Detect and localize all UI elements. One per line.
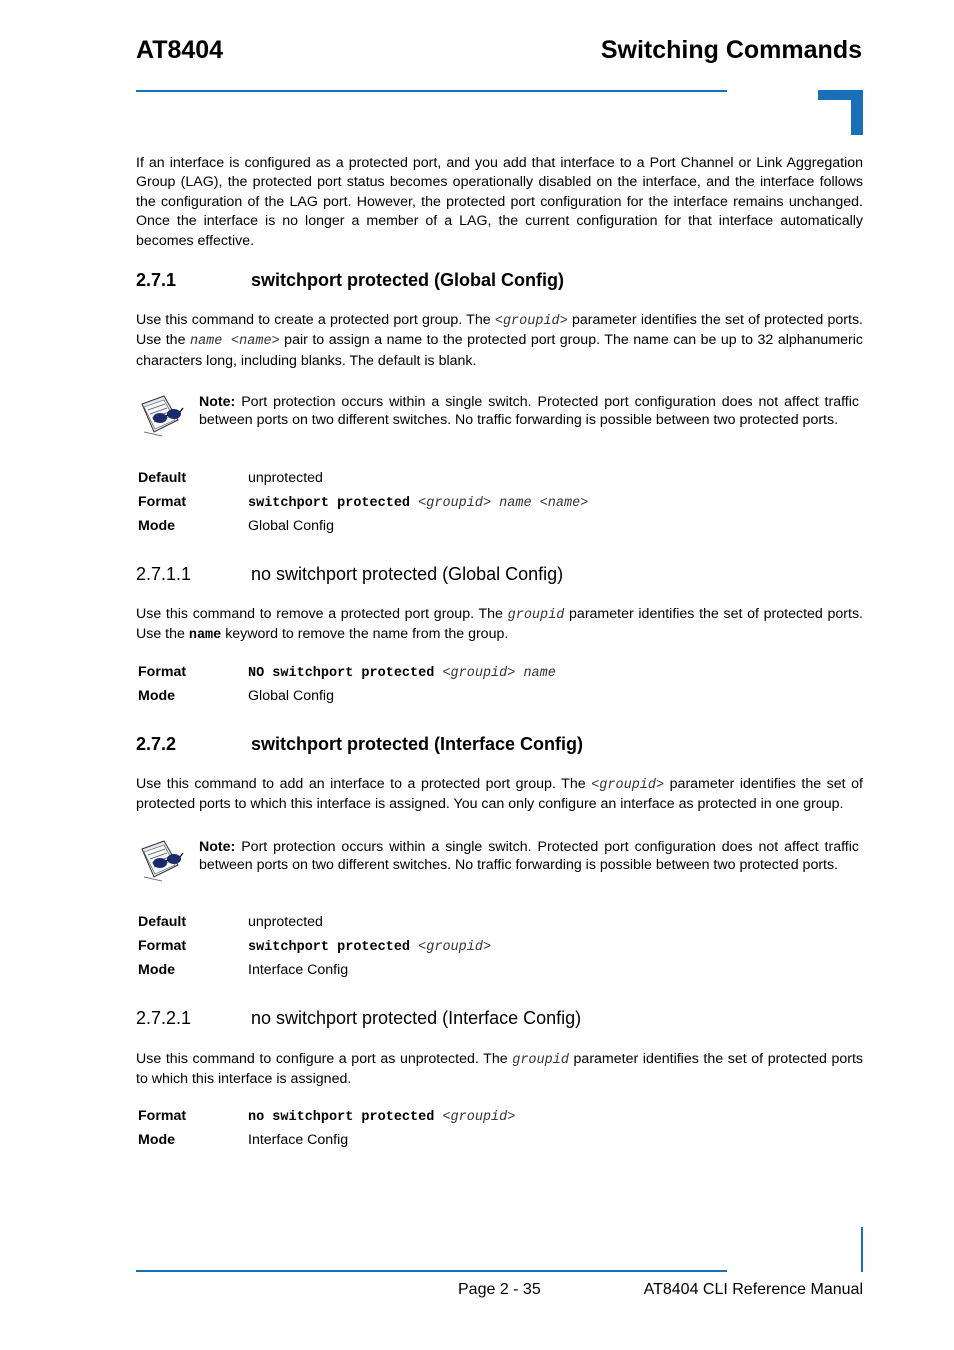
row-value: Interface Config bbox=[248, 1132, 349, 1148]
command-text: switchport protected bbox=[248, 496, 419, 511]
section-title: no switchport protected (Interface Config) bbox=[251, 1008, 582, 1028]
text-run: Use this command to remove a protected port group. The bbox=[136, 606, 508, 622]
note-icon bbox=[138, 839, 184, 883]
format-row bbox=[138, 1104, 515, 1128]
section-heading-2-7-1-1 bbox=[136, 564, 563, 585]
param-groupid: <groupid> bbox=[591, 778, 665, 793]
row-label: Format bbox=[138, 938, 187, 954]
manual-title: AT8404 CLI Reference Manual bbox=[643, 1281, 863, 1298]
format-row bbox=[138, 660, 556, 684]
header-corner-mark-vertical bbox=[851, 90, 863, 135]
text-run: Use this command to add an interface to a protected port group. The bbox=[136, 776, 592, 792]
command-text: switchport protected bbox=[248, 940, 419, 955]
row-label: Mode bbox=[138, 688, 176, 704]
text-run: parameter identifies the set of protected ports. Use the bbox=[136, 606, 863, 643]
text-run: keyword to remove the name from the group. bbox=[221, 626, 509, 643]
text-run: pair to assign a name to the protected port group. The name can be up to 32 alphanumeric characters long, including blanks. The default is blank. bbox=[136, 332, 863, 369]
footer-rule bbox=[136, 1270, 727, 1272]
section-heading-2-7-2-1 bbox=[136, 1008, 581, 1029]
note-body: Port protection occurs within a single switch. Protected port configuration does not affect traffic between ports on two different switches. No traffic forwarding is possible between two protected ports. bbox=[199, 839, 859, 873]
section-heading-2-7-1 bbox=[136, 270, 564, 291]
section-number: 2.7.2 bbox=[136, 734, 177, 754]
row-label: Mode bbox=[138, 1132, 176, 1148]
row-label: Default bbox=[138, 914, 187, 930]
command-text: no switchport protected bbox=[248, 1110, 443, 1125]
row-value: unprotected bbox=[248, 914, 323, 930]
param-name-pair: name <name> bbox=[189, 334, 280, 350]
row-label: Mode bbox=[138, 518, 176, 534]
row-label: Format bbox=[138, 494, 187, 510]
default-row bbox=[138, 466, 323, 490]
chapter-title: Switching Commands bbox=[600, 36, 862, 64]
note-icon bbox=[138, 394, 184, 438]
command-args: <groupid> bbox=[418, 940, 492, 955]
section-number: 2.7.2.1 bbox=[136, 1008, 192, 1028]
note-body: Port protection occurs within a single switch. Protected port configuration does not affect traffic between ports on two different switches. No traffic forwarding is possible between two protected ports. bbox=[199, 394, 859, 428]
param-groupid: groupid bbox=[512, 1053, 569, 1068]
intro-paragraph: If an interface is configured as a protected port, and you add that interface to a Port Channel or Link Aggregation Group (LAG), the protected port status becomes operationally disabled on the interface, and the interface follows the configuration of the LAG port. However, the protected port configuration for the interface remains unchanged. Once the interface is no longer a member of a LAG, the current configuration for that interface automatically becomes effective. bbox=[136, 155, 863, 249]
section-number: 2.7.1 bbox=[136, 270, 177, 290]
text-run: parameter identifies the set of protected ports to which this interface is assigned. bbox=[136, 1051, 863, 1088]
default-row bbox=[138, 910, 323, 934]
row-label: Format bbox=[138, 664, 187, 680]
row-value: Interface Config bbox=[248, 962, 349, 978]
keyword-name: name bbox=[188, 628, 222, 644]
section-2-7-2-1-paragraph bbox=[136, 1050, 863, 1090]
section-title: no switchport protected (Global Config) bbox=[251, 564, 564, 584]
section-2-7-1-1-paragraph bbox=[136, 605, 863, 646]
page-number: Page 2 - 35 bbox=[458, 1281, 541, 1298]
section-2-7-1-paragraph bbox=[136, 311, 863, 371]
format-row bbox=[138, 490, 588, 514]
note-label: Note: bbox=[199, 394, 236, 410]
footer-corner-mark bbox=[861, 1227, 863, 1272]
section-title: switchport protected (Interface Config) bbox=[251, 734, 584, 754]
mode-row bbox=[138, 958, 348, 982]
section-2-7-2-paragraph bbox=[136, 775, 863, 815]
note-text bbox=[199, 393, 859, 429]
doc-product-title: AT8404 bbox=[136, 36, 224, 64]
text-run: parameter identifies the set of protected ports. Use the bbox=[136, 312, 863, 349]
command-args: <groupid> bbox=[442, 1110, 516, 1125]
param-groupid: <groupid> bbox=[494, 314, 568, 329]
section-title: switchport protected (Global Config) bbox=[251, 270, 564, 290]
section-heading-2-7-2 bbox=[136, 734, 583, 755]
note-label: Note: bbox=[199, 839, 236, 855]
row-value: Global Config bbox=[248, 688, 334, 704]
note-text bbox=[199, 838, 859, 874]
command-text: NO switchport protected bbox=[248, 666, 443, 681]
text-run: parameter identifies the set of protected ports to which this interface is assigned. You can only configure an interface as protected in one group. bbox=[136, 776, 863, 813]
param-groupid: groupid bbox=[507, 608, 565, 623]
command-args: <groupid> name bbox=[442, 666, 556, 681]
row-label: Default bbox=[138, 470, 187, 486]
format-row bbox=[138, 934, 491, 958]
section-number: 2.7.1.1 bbox=[136, 564, 192, 584]
row-value: Global Config bbox=[248, 518, 334, 534]
mode-row bbox=[138, 1128, 348, 1152]
row-label: Format bbox=[138, 1108, 187, 1124]
header-rule bbox=[136, 90, 727, 92]
row-label: Mode bbox=[138, 962, 176, 978]
mode-row bbox=[138, 514, 334, 538]
row-value: unprotected bbox=[248, 470, 323, 486]
command-args: <groupid> name <name> bbox=[418, 496, 589, 511]
mode-row bbox=[138, 684, 334, 708]
text-run: Use this command to create a protected port group. The bbox=[136, 312, 495, 328]
text-run: Use this command to configure a port as unprotected. The bbox=[136, 1051, 513, 1067]
